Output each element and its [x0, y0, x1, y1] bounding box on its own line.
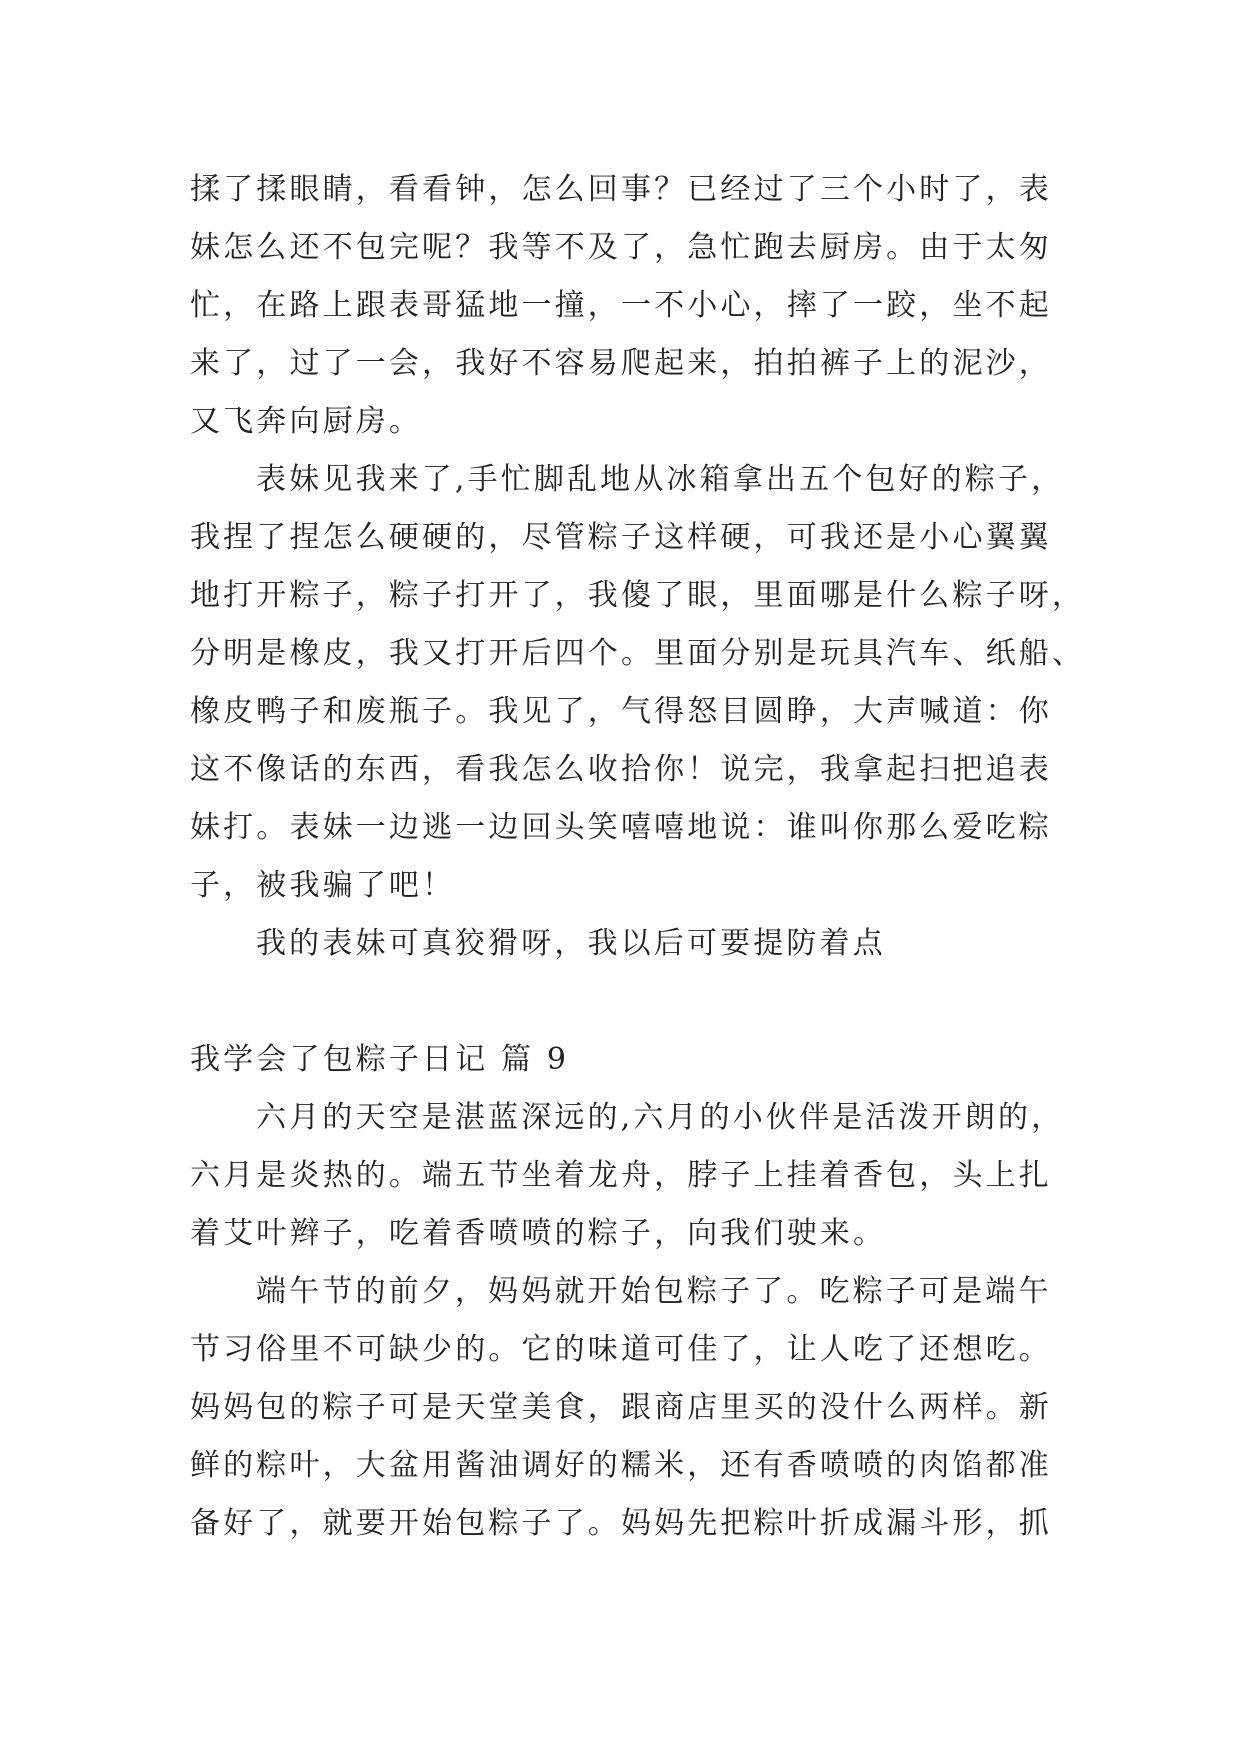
text-line: 节习俗里不可缺少的。它的味道可佳了，让人吃了还想吃。	[190, 1332, 1052, 1367]
text-line: 我的表妹可真狡猾呀，我以后可要提防着点	[256, 926, 886, 961]
text-line: 六月的天空是湛蓝深远的,六月的小伙伴是活泼开朗的，	[256, 1100, 1065, 1135]
text-line: 妈妈包的粽子可是天堂美食，跟商店里买的没什么两样。新	[190, 1390, 1052, 1425]
text-line: 又飞奔向厨房。	[190, 404, 423, 439]
paragraph	[190, 1263, 1090, 1553]
text-line: 妹怎么还不包完呢？我等不及了，急忙跑去厨房。由于太匆	[190, 230, 1052, 265]
text-line: 我捏了捏怎么硬硬的，尽管粽子这样硬，可我还是小心翼翼	[190, 520, 1052, 555]
text-line: 来了，过了一会，我好不容易爬起来，拍拍裤子上的泥沙，	[190, 346, 1052, 381]
section-heading: 我学会了包粽子日记 篇 9	[190, 1042, 570, 1077]
paragraph	[190, 161, 1090, 451]
document-body	[190, 161, 1090, 1553]
paragraph	[190, 451, 1090, 915]
text-line: 鲜的粽叶，大盆用酱油调好的糯米，还有香喷喷的肉馅都准	[190, 1448, 1052, 1483]
text-line: 这不像话的东西，看我怎么收拾你！说完，我拿起扫把追表	[190, 752, 1052, 787]
text-line: 橡皮鸭子和废瓶子。我见了，气得怒目圆睁，大声喊道：你	[190, 694, 1052, 729]
text-line: 六月是炎热的。端五节坐着龙舟，脖子上挂着香包，头上扎	[190, 1158, 1052, 1193]
text-line: 子，被我骗了吧！	[190, 868, 456, 903]
text-line: 地打开粽子，粽子打开了，我傻了眼，里面哪是什么粽子呀，	[190, 578, 1086, 613]
text-line: 揉了揉眼睛，看看钟，怎么回事？已经过了三个小时了，表	[190, 172, 1052, 207]
text-line: 备好了，就要开始包粽子了。妈妈先把粽叶折成漏斗形，抓	[190, 1506, 1052, 1541]
paragraph	[190, 1089, 1090, 1263]
paragraph	[190, 915, 1090, 973]
section-spacer	[190, 973, 1090, 1031]
text-line: 端午节的前夕，妈妈就开始包粽子了。吃粽子可是端午	[256, 1274, 1052, 1309]
text-line: 分明是橡皮，我又打开后四个。里面分别是玩具汽车、纸船、	[190, 636, 1086, 671]
text-line: 着艾叶辫子，吃着香喷喷的粽子，向我们驶来。	[190, 1216, 887, 1251]
text-line: 表妹见我来了,手忙脚乱地从冰箱拿出五个包好的粽子，	[256, 462, 1065, 497]
text-line: 妹打。表妹一边逃一边回头笑嘻嘻地说：谁叫你那么爱吃粽	[190, 810, 1052, 845]
text-line: 忙，在路上跟表哥猛地一撞，一不小心，摔了一跤，坐不起	[190, 288, 1052, 323]
